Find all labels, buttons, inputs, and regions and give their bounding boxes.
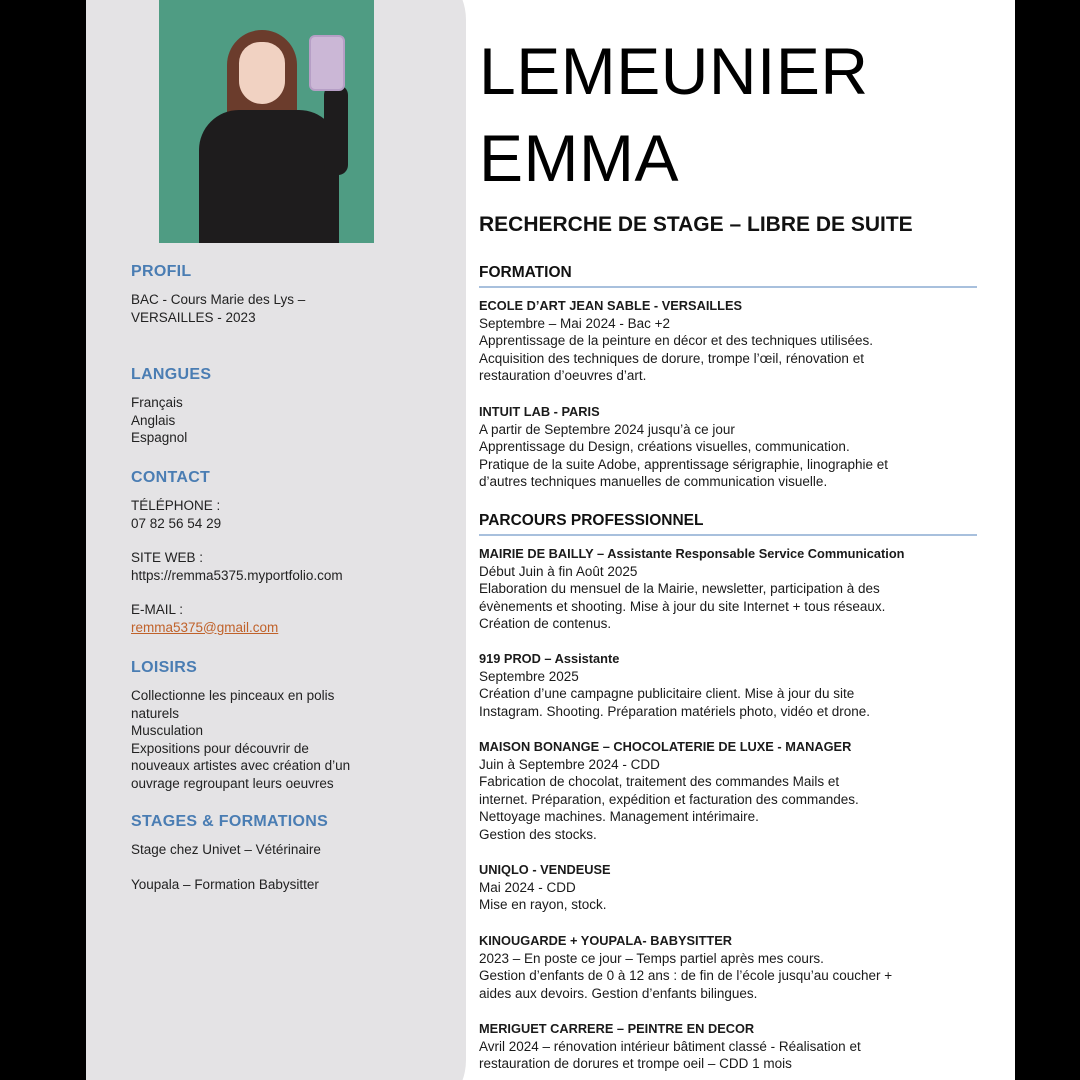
phone-label: TÉLÉPHONE : [131, 498, 221, 513]
formation-entry [479, 403, 979, 491]
resume-page [86, 0, 1015, 1080]
entry-line: 2023 – En poste ce jour – Temps partiel après mes cours. [479, 950, 824, 966]
entry-line: aides aux devoirs. Gestion d’enfants bilingues. [479, 985, 758, 1001]
formation-entry [479, 297, 979, 385]
job-entry [479, 650, 979, 720]
job-entry [479, 1020, 979, 1073]
entry-line: Gestion d’enfants de 0 à 12 ans : de fin de l’école jusqu’au coucher + [479, 968, 893, 984]
entry-line: Apprentissage du Design, créations visuelles, communication. [479, 439, 850, 455]
loisirs-heading: LOISIRS [131, 659, 198, 676]
entry-line: Instagram. Shooting. Préparation matériels photo, vidéo et drone. [479, 703, 870, 719]
entry-title: MAISON BONANGE – CHOCOLATERIE DE LUXE - MANAGER [479, 739, 852, 754]
entry-line: Avril 2024 – rénovation intérieur bâtiment classé - Réalisation et [479, 1038, 861, 1054]
web-link[interactable]: https://remma5375.myportfolio.com [131, 567, 343, 583]
entry-line: d’autres techniques manuelles de communication visuelle. [479, 474, 828, 490]
entry-line: évènements et shooting. Mise à jour du site Internet + tous réseaux. [479, 598, 886, 614]
entry-line: Acquisition des techniques de dorure, trompe l’œil, rénovation et [479, 350, 864, 366]
contact-heading: CONTACT [131, 469, 211, 486]
loisir-line: naturels [131, 705, 180, 721]
stages-section [131, 813, 411, 893]
entry-title: ECOLE D’ART JEAN SABLE - VERSAILLES [479, 298, 743, 313]
entry-line: Mai 2024 - CDD [479, 879, 576, 895]
entry-line: Fabrication de chocolat, traitement des commandes Mails et [479, 774, 840, 790]
formation-heading: FORMATION [479, 264, 977, 288]
profil-section [131, 263, 411, 326]
entry-line: Septembre 2025 [479, 668, 579, 684]
langue-item: Français [131, 395, 183, 410]
entry-line: Mise en rayon, stock. [479, 897, 607, 913]
job-entry [479, 545, 979, 633]
profil-heading: PROFIL [131, 263, 192, 280]
entry-line: Juin à Septembre 2024 - CDD [479, 756, 660, 772]
langues-heading: LANGUES [131, 366, 212, 383]
email-link[interactable]: remma5375@gmail.com [131, 619, 279, 635]
stages-heading: STAGES & FORMATIONS [131, 813, 329, 830]
entry-line: Gestion des stocks. [479, 826, 597, 842]
job-search-title: RECHERCHE DE STAGE – LIBRE DE SUITE [479, 213, 913, 236]
loisir-line: Musculation [131, 723, 204, 738]
parcours-heading: PARCOURS PROFESSIONNEL [479, 512, 977, 536]
loisir-line: nouveaux artistes avec création d’un [131, 758, 351, 773]
loisir-line: Collectionne les pinceaux en polis [131, 688, 335, 703]
entry-line: internet. Préparation, expédition et facturation des commandes. [479, 791, 859, 807]
entry-title: MERIGUET CARRERE – PEINTRE EN DECOR [479, 1021, 755, 1036]
job-entry [479, 738, 979, 844]
entry-line: Elaboration du mensuel de la Mairie, newsletter, participation à des [479, 581, 880, 597]
stage-item: Stage chez Univet – Vétérinaire [131, 842, 321, 857]
entry-title: 919 PROD – Assistante [479, 651, 620, 666]
phone-value: 07 82 56 54 29 [131, 515, 222, 531]
profile-photo [159, 0, 374, 243]
entry-line: restauration d’oeuvres d’art. [479, 368, 647, 384]
first-name: EMMA [479, 121, 679, 195]
entry-line: restauration de dorures et trompe oeil – CDD 1 mois [479, 1056, 792, 1072]
job-entry [479, 932, 979, 1002]
entry-line: Pratique de la suite Adobe, apprentissage sérigraphie, linographie et [479, 456, 889, 472]
entry-line: Septembre – Mai 2024 - Bac +2 [479, 315, 670, 331]
loisirs-section [131, 659, 411, 792]
loisir-line: ouvrage regroupant leurs oeuvres [131, 775, 334, 791]
entry-line: Création d’une campagne publicitaire client. Mise à jour du site [479, 686, 855, 702]
entry-line: A partir de Septembre 2024 jusqu’à ce jour [479, 421, 735, 437]
loisir-line: Expositions pour découvrir de [131, 740, 309, 756]
job-entry [479, 861, 979, 914]
entry-title: UNIQLO - VENDEUSE [479, 862, 611, 877]
last-name: LEMEUNIER [479, 34, 869, 108]
email-label: E-MAIL : [131, 602, 184, 617]
entry-title: MAIRIE DE BAILLY – Assistante Responsable Service Communication [479, 546, 905, 561]
stage-item: Youpala – Formation Babysitter [131, 876, 319, 892]
entry-line: Nettoyage machines. Management intérimaire. [479, 809, 759, 825]
profil-line: VERSAILLES - 2023 [131, 309, 256, 325]
langue-item: Espagnol [131, 430, 188, 445]
langue-item: Anglais [131, 412, 176, 428]
entry-title: KINOUGARDE + YOUPALA- BABYSITTER [479, 933, 732, 948]
full-name [479, 28, 869, 202]
profil-line: BAC - Cours Marie des Lys – [131, 292, 306, 307]
entry-title: INTUIT LAB - PARIS [479, 404, 600, 419]
entry-line: Apprentissage de la peinture en décor et des techniques utilisées. [479, 333, 874, 349]
web-label: SITE WEB : [131, 550, 204, 565]
langues-section [131, 366, 411, 447]
contact-section [131, 469, 411, 636]
entry-line: Création de contenus. [479, 616, 612, 632]
entry-line: Début Juin à fin Août 2025 [479, 563, 638, 579]
